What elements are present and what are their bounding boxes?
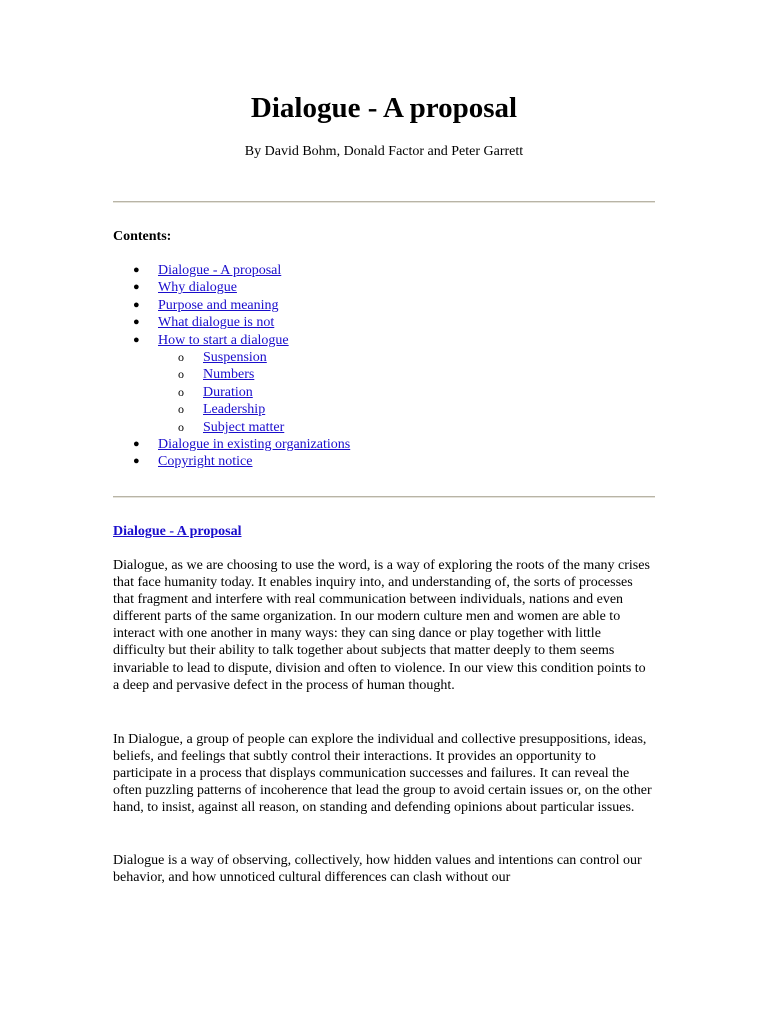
toc-item: [113, 332, 350, 436]
toc-link-purpose-and-meaning[interactable]: Purpose and meaning: [158, 297, 279, 313]
contents-label: Contents:: [113, 229, 172, 244]
toc-subitem: [158, 401, 350, 418]
toc-item: [113, 453, 350, 470]
toc-link-dialogue-in-existing-organizations[interactable]: Dialogue in existing organizations: [158, 437, 351, 453]
toc-item: [113, 436, 350, 453]
toc-link-copyright-notice[interactable]: Copyright notice: [158, 454, 253, 470]
bullet-disc-icon: ●: [133, 333, 140, 346]
author-byline: By David Bohm, Donald Factor and Peter Garrett: [244, 144, 524, 159]
bullet-circle-icon: o: [178, 367, 184, 382]
table-of-contents: [113, 262, 350, 471]
bullet-circle-icon: o: [178, 419, 184, 434]
bullet-disc-icon: ●: [133, 316, 140, 329]
toc-subitem: [158, 419, 350, 436]
body-paragraph-2: In Dialogue, a group of people can explore the individual and collective presuppositions, ideas, beliefs, and feelings that subtly control their interactions. It provides an opportunity to participate in a process that displays communication successes and failures. It can reveal the often puzzling patterns of incoherence that lead the group to avoid certain issues or, on the other hand, to insist, against all reason, on standing and defending opinions about particular issues.: [113, 732, 652, 816]
section-heading-link[interactable]: Dialogue - A proposal: [113, 524, 242, 539]
toc-sublist: [158, 349, 350, 436]
body-paragraph-3: Dialogue is a way of observing, collectively, how hidden values and intentions can control our behavior, and how unnoticed cultural differences can clash without our: [113, 853, 642, 886]
toc-item: [113, 279, 350, 296]
horizontal-rule-bottom: [113, 496, 655, 498]
toc-item: [113, 314, 350, 331]
bullet-circle-icon: o: [178, 350, 184, 365]
toc-item: [113, 262, 350, 279]
toc-link-why-dialogue[interactable]: Why dialogue: [158, 280, 237, 296]
toc-link-leadership[interactable]: Leadership: [203, 402, 266, 418]
bullet-circle-icon: o: [178, 384, 184, 399]
toc-link-how-to-start-a-dialogue[interactable]: How to start a dialogue: [158, 332, 289, 348]
toc-subitem: [158, 349, 350, 366]
section-heading: [113, 523, 242, 541]
toc-subitem: [158, 384, 350, 401]
toc-subitem: [158, 366, 350, 383]
body-paragraph-1: Dialogue, as we are choosing to use the word, is a way of exploring the roots of the many crises that face humanity today. It enables inquiry into, and understanding of, the sorts of processes that fragment and interfere with real communication between individuals, nations and even different parts of the same organization. In our modern culture men and women are able to interact with one another in many ways: they can sing dance or play together with little difficulty but their ability to talk together about subjects that matter deeply to them seems invariable to lead to dispute, division and often to violence. In our view this condition points to a deep and pervasive defect in the process of human thought.: [113, 558, 650, 693]
bullet-circle-icon: o: [178, 402, 184, 417]
bullet-disc-icon: ●: [133, 264, 140, 276]
page-title: Dialogue - A proposal: [250, 92, 518, 124]
bullet-disc-icon: ●: [133, 438, 140, 451]
horizontal-rule-top: [113, 201, 655, 203]
toc-link-suspension[interactable]: Suspension: [203, 350, 267, 366]
toc-link-what-dialogue-is-not[interactable]: What dialogue is not: [158, 315, 275, 331]
bullet-disc-icon: ●: [133, 281, 140, 294]
bullet-disc-icon: ●: [133, 298, 140, 311]
bullet-disc-icon: ●: [133, 455, 140, 468]
toc-link-duration[interactable]: Duration: [203, 384, 253, 400]
toc-link-dialogue-a-proposal[interactable]: Dialogue - A proposal: [158, 263, 282, 278]
toc-link-subject-matter[interactable]: Subject matter: [203, 419, 285, 435]
toc-item: [113, 297, 350, 314]
toc-link-numbers[interactable]: Numbers: [203, 367, 255, 383]
